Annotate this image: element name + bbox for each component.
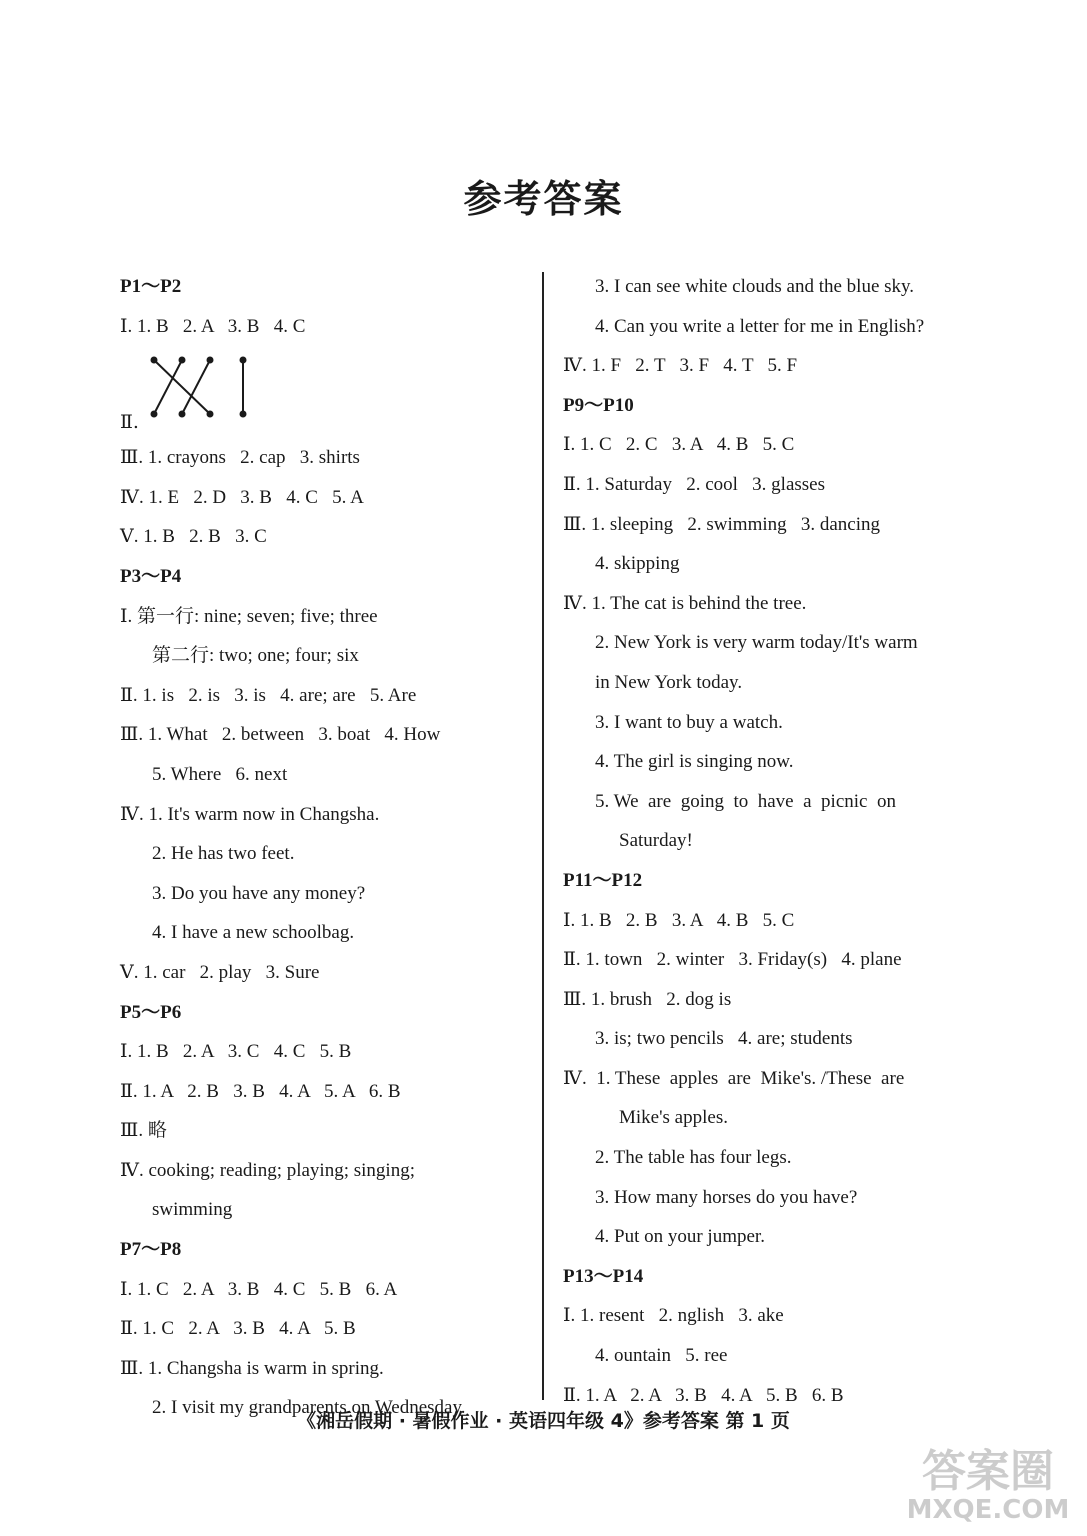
answer-line: Ⅴ. 1. car 2. play 3. Sure [120, 961, 320, 983]
answer-line: in New York today. [595, 671, 743, 693]
match-line [154, 360, 210, 414]
section-heading: P1～P2 [120, 276, 182, 297]
answer-line: 3. is; two pencils 4. are; students [595, 1028, 853, 1050]
answer-line: 2. The table has four legs. [595, 1147, 792, 1169]
column-divider [542, 272, 544, 1400]
answer-line: 4. I have a new schoolbag. [152, 922, 355, 944]
answer-line: 2. He has two feet. [152, 843, 295, 865]
answer-line: 4. Can you write a letter for me in English? [595, 315, 925, 337]
answer-line: Ⅱ. 1. Saturday 2. cool 3. glasses [563, 473, 825, 495]
section-heading: P9～P10 [563, 394, 634, 416]
answer-line: 5. We are going to have a picnic on [595, 790, 896, 812]
answer-line: Ⅳ. 1. The cat is behind the tree. [563, 592, 807, 614]
answer-line: Ⅰ. 1. B 2. B 3. A 4. B 5. C [563, 909, 795, 931]
answer-line: Ⅰ. 1. B 2. A 3. C 4. C 5. B [120, 1041, 352, 1063]
answer-line: 5. Where 6. next [152, 763, 288, 785]
match-dot [179, 357, 186, 364]
answer-line: 4. Put on your jumper. [595, 1226, 765, 1248]
answer-line: Ⅲ. 1. What 2. between 3. boat 4. How [120, 724, 441, 746]
match-dot [151, 357, 158, 364]
section-heading: P5～P6 [120, 1001, 182, 1023]
answer-line: 4. ountain 5. ree [595, 1345, 728, 1367]
matching-answer [120, 346, 560, 438]
section-heading: P13～P14 [563, 1265, 644, 1287]
answer-line: Ⅱ. 1. town 2. winter 3. Friday(s) 4. plane [563, 949, 902, 971]
match-dot [179, 411, 186, 418]
right-column [563, 267, 1003, 1415]
answer-line: 3. How many horses do you have? [595, 1186, 858, 1208]
answer-line: Ⅳ. 1. F 2. T 3. F 4. T 5. F [563, 355, 798, 377]
answer-line: Ⅱ. 1. C 2. A 3. B 4. A 5. B [120, 1318, 356, 1340]
answer-line: 第二行: two; one; four; six [152, 645, 359, 667]
answer-line: Ⅲ. 略 [120, 1120, 167, 1142]
answer-label: Ⅱ. [120, 411, 139, 434]
match-dot [151, 411, 158, 418]
answer-line: Ⅰ. 1. B 2. A 3. B 4. C [120, 315, 306, 337]
watermark-logo [903, 1448, 1073, 1528]
match-dot [240, 357, 247, 364]
answer-line: Ⅱ. 1. A 2. B 3. B 4. A 5. A 6. B [120, 1080, 401, 1102]
answer-line: 4. The girl is singing now. [595, 751, 794, 773]
answer-line: 3. I can see white clouds and the blue sky. [595, 276, 915, 297]
answer-line: Ⅳ. 1. These apples are Mike's. /These are [563, 1067, 905, 1089]
answer-line: Ⅰ. 1. resent 2. nglish 3. ake [563, 1305, 784, 1327]
answer-line: 3. I want to buy a watch. [595, 711, 783, 733]
answer-line: Ⅲ. 1. sleeping 2. swimming 3. dancing [563, 513, 881, 535]
section-heading: P11～P12 [563, 869, 643, 891]
answer-line: Mike's apples. [619, 1107, 728, 1129]
section-heading: P7～P8 [120, 1239, 182, 1261]
match-dot [207, 411, 214, 418]
watermark-text: 答案圈 [922, 1446, 1054, 1497]
match-line [154, 360, 182, 414]
answer-line: Ⅲ. 1. Changsha is warm in spring. [120, 1357, 384, 1379]
answer-line: Ⅳ. 1. It's warm now in Changsha. [120, 803, 380, 825]
answer-line: Ⅲ. 1. brush 2. dog is [563, 988, 732, 1010]
watermark-url: MXQE.COM [906, 1495, 1070, 1525]
page-title: 参考答案 [463, 177, 624, 221]
answer-line: Ⅳ. 1. E 2. D 3. B 4. C 5. A [120, 486, 364, 508]
answer-line: Ⅳ. cooking; reading; playing; singing; [120, 1159, 415, 1181]
answer-line: Ⅰ. 第一行: nine; seven; five; three [120, 605, 378, 627]
section-heading: P3～P4 [120, 565, 182, 587]
answer-line: swimming [152, 1199, 233, 1221]
answer-line: 4. skipping [595, 553, 680, 575]
answer-line: Ⅰ. 1. C 2. A 3. B 4. C 5. B 6. A [120, 1278, 398, 1300]
answer-line: Ⅲ. 1. crayons 2. cap 3. shirts [120, 447, 360, 469]
answer-line: 3. Do you have any money? [152, 882, 366, 904]
answer-line: Ⅱ. 1. A 2. A 3. B 4. A 5. B 6. B [563, 1384, 844, 1406]
answer-line: 2. I visit my grandparents on Wednesday. [152, 1397, 466, 1419]
answer-line: Saturday! [619, 830, 693, 852]
match-dot [240, 411, 247, 418]
left-column [120, 267, 560, 1428]
page-footer: 《湘岳假期 · 暑假作业 · 英语四年级 4》参考答案 第 1 页 [297, 1410, 790, 1432]
match-dot [207, 357, 214, 364]
answer-line: 2. New York is very warm today/It's warm [595, 632, 918, 654]
answer-line: Ⅴ. 1. B 2. B 3. C [120, 526, 267, 548]
match-line [182, 360, 210, 414]
matching-lines-diagram [148, 354, 258, 424]
answer-line: Ⅱ. 1. is 2. is 3. is 4. are; are 5. Are [120, 684, 417, 706]
answer-line: Ⅰ. 1. C 2. C 3. A 4. B 5. C [563, 434, 795, 456]
